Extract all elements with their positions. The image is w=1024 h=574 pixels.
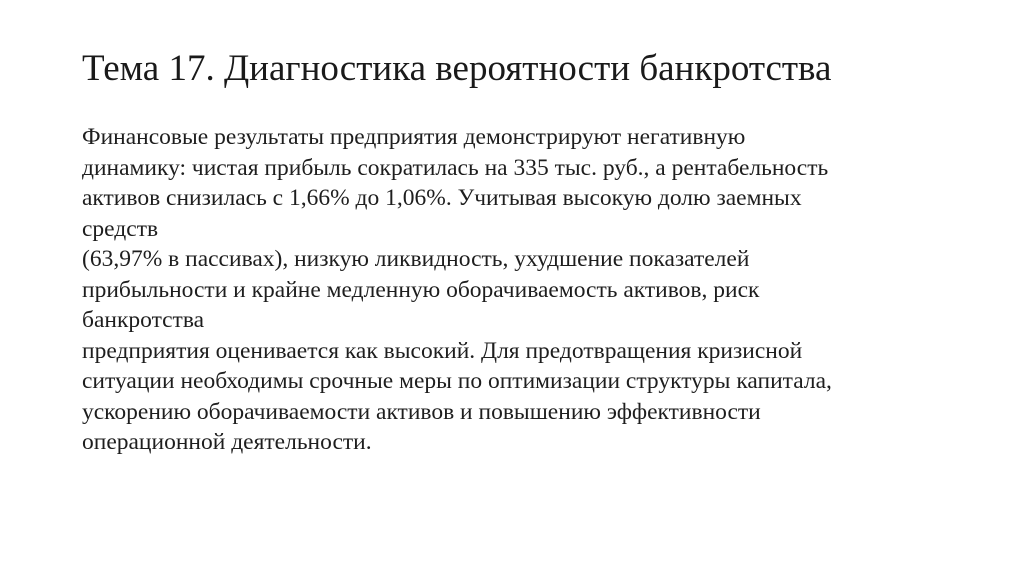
body-line: ускорению оборачиваемости активов и повышению эффективности (82, 398, 761, 425)
body-line: динамику: чистая прибыль сократилась на 335 тыс. руб., а рентабельность (82, 154, 829, 181)
body-line: предприятия оценивается как высокий. Для предотвращения кризисной (82, 337, 803, 364)
slide-body-text (82, 122, 982, 458)
body-line: (63,97% в пассивах), низкую ликвидность, ухудшение показателей (82, 246, 750, 272)
slide-title: Тема 17. Диагностика вероятности банкротства (82, 48, 832, 89)
body-line: прибыльности и крайне медленную оборачиваемость активов, риск (82, 276, 760, 303)
body-line: ситуации необходимы срочные меры по оптимизации структуры капитала, (82, 368, 832, 394)
body-line: Финансовые результаты предприятия демонстрируют негативную (82, 124, 746, 150)
body-line: активов снизилась с 1,66% до 1,06%. Учитывая высокую долю заемных (82, 185, 802, 211)
body-line: операционной деятельности. (82, 429, 372, 455)
body-line: средств (82, 215, 159, 242)
body-line: банкротства (82, 307, 205, 333)
